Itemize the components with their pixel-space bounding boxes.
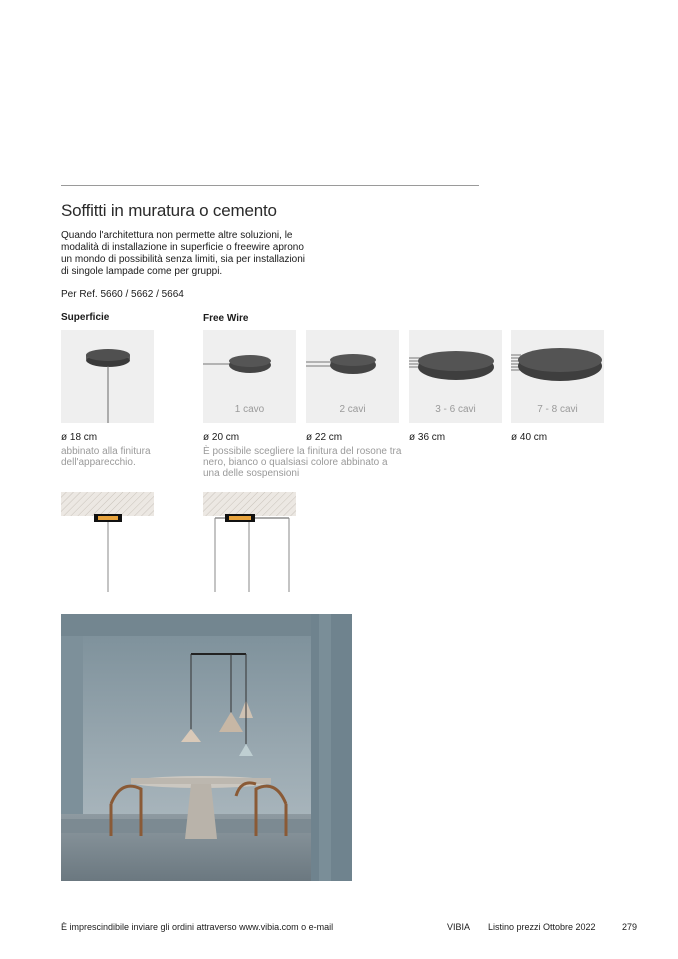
freewire-4-size: ø 40 cm: [511, 432, 548, 443]
interior-photo: [61, 614, 352, 881]
section-intro: Quando l'architettura non permette altre soluzioni, le modalità di installazione in superficie o freewire aprono un mondo di possibilità senza limiti, sia per installazioni di singole lampade come per gruppi.: [61, 230, 306, 277]
freewire-heading: Free Wire: [203, 313, 249, 324]
section-title: Soffitti in muratura o cemento: [61, 201, 277, 220]
freewire-card-3: [409, 330, 502, 423]
freewire-2-cavi: 2 cavi: [339, 404, 366, 415]
freewire-3-cavi: 3 - 6 cavi: [435, 404, 476, 415]
freewire-4-cavi: 7 - 8 cavi: [537, 404, 578, 415]
superficie-note: abbinato alla finitura dell'apparecchio.: [61, 446, 151, 468]
freewire-install-diagram: [203, 490, 298, 594]
superficie-size: ø 18 cm: [61, 432, 98, 443]
reference-numbers: Per Ref. 5660 / 5662 / 5664: [61, 289, 184, 300]
freewire-1-cavi: 1 cavo: [234, 404, 265, 415]
freewire-3-size: ø 36 cm: [409, 432, 446, 443]
section-divider: [61, 185, 479, 186]
superficie-install-diagram: [61, 490, 156, 594]
freewire-2-size: ø 22 cm: [306, 432, 343, 443]
freewire-card-4: [511, 330, 604, 423]
freewire-1-size: ø 20 cm: [203, 432, 240, 443]
superficie-heading: Superficie: [61, 312, 110, 323]
footer-order-note: È imprescindibile inviare gli ordini attraverso www.vibia.com o e-mail: [61, 922, 334, 932]
freewire-note: È possibile scegliere la finitura del rosone tra nero, bianco o qualsiasi colore abbinato a una delle sospensioni: [203, 446, 402, 479]
freewire-card-2: [306, 330, 399, 423]
freewire-card-1: [203, 330, 296, 423]
page-number: 279: [622, 922, 638, 932]
superficie-canopy-image: [61, 330, 154, 423]
footer-brand: VIBIA: [447, 922, 471, 932]
footer-catalog: Listino prezzi Ottobre 2022: [488, 922, 596, 932]
superficie-card: [61, 330, 154, 423]
